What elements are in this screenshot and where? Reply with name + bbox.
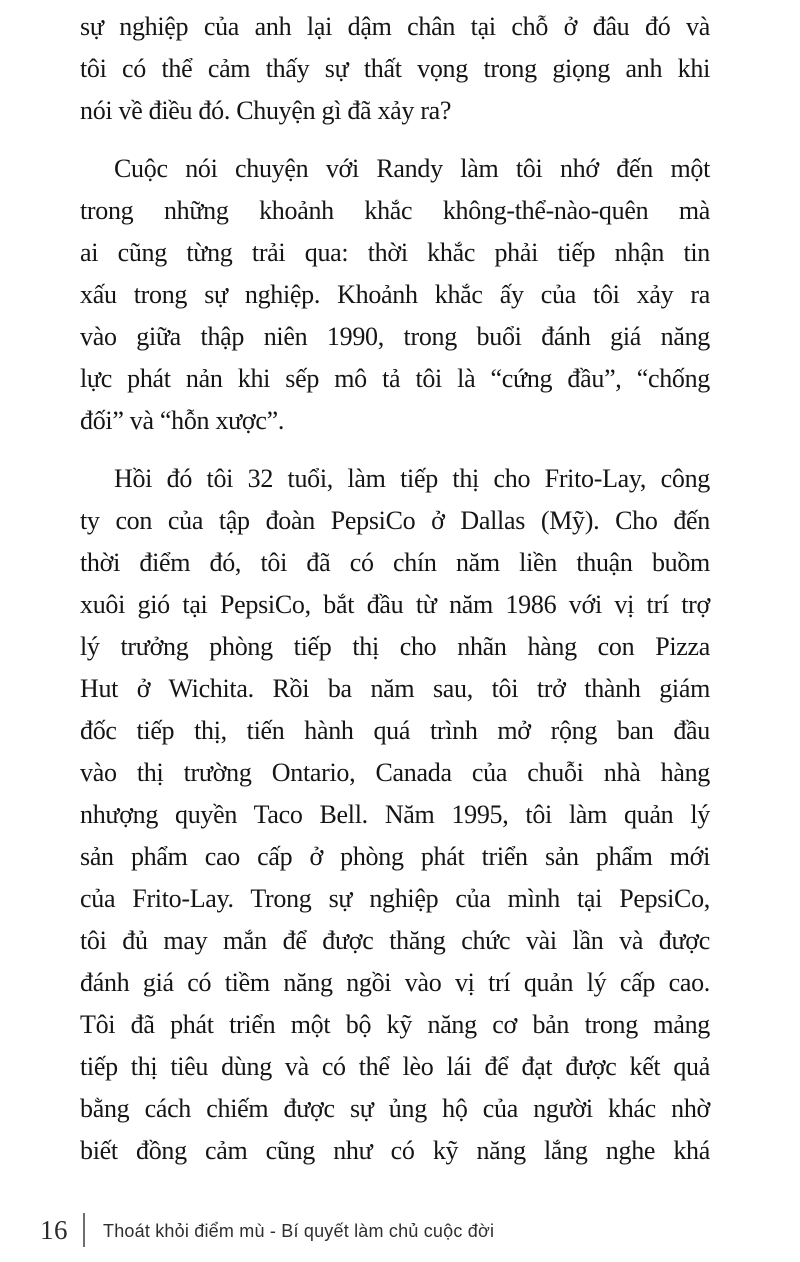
text-line: tôi đủ may mắn để được thăng chức vài lần và được	[80, 926, 710, 955]
footer	[40, 1208, 494, 1252]
text-line: sự nghiệp của anh lại dậm chân tại chỗ ở đâu đó và	[80, 12, 710, 41]
text-line: xấu trong sự nghiệp. Khoảnh khắc ấy của tôi xảy ra	[80, 280, 710, 309]
text-line: Tôi đã phát triển một bộ kỹ năng cơ bản trong mảng	[80, 1010, 710, 1039]
body-text	[80, 6, 710, 1172]
text-line: ai cũng từng trải qua: thời khắc phải tiếp nhận tin	[80, 238, 710, 267]
text-line: xuôi gió tại PepsiCo, bắt đầu từ năm 1986 với vị trí trợ	[80, 590, 710, 619]
text-line: sản phẩm cao cấp ở phòng phát triển sản phẩm mới	[80, 842, 710, 871]
book-title: Thoát khỏi điểm mù - Bí quyết làm chủ cuộc đời	[103, 1220, 495, 1241]
text-line: vào giữa thập niên 1990, trong buổi đánh giá năng	[80, 322, 710, 351]
text-line: vào thị trường Ontario, Canada của chuỗi nhà hàng	[80, 758, 710, 787]
text-line: lý trưởng phòng tiếp thị cho nhãn hàng con Pizza	[80, 632, 710, 661]
paragraph	[80, 6, 710, 132]
text-line: trong những khoảnh khắc không-thể-nào-quên mà	[80, 196, 710, 225]
text-line: của Frito-Lay. Trong sự nghiệp của mình tại PepsiCo,	[80, 884, 710, 913]
text-line: nhượng quyền Taco Bell. Năm 1995, tôi làm quản lý	[80, 800, 710, 829]
text-line: Hut ở Wichita. Rồi ba năm sau, tôi trở thành giám	[80, 674, 710, 703]
paragraph	[80, 458, 710, 1172]
text-line: tôi có thể cảm thấy sự thất vọng trong giọng anh khi	[80, 54, 710, 83]
text-line: đánh giá có tiềm năng ngồi vào vị trí quản lý cấp cao.	[80, 968, 710, 997]
text-line: Hồi đó tôi 32 tuổi, làm tiếp thị cho Frito-Lay, công	[114, 464, 710, 493]
text-line: nói về điều đó. Chuyện gì đã xảy ra?	[80, 96, 452, 125]
paragraph	[80, 148, 710, 442]
text-line: bằng cách chiếm được sự ủng hộ của người khác nhờ	[80, 1094, 710, 1123]
text-line: lực phát nản khi sếp mô tả tôi là “cứng đầu”, “chống	[80, 364, 710, 393]
text-line: Cuộc nói chuyện với Randy làm tôi nhớ đến một	[114, 154, 710, 183]
footer-divider	[83, 1213, 85, 1247]
text-line: đối” và “hỗn xược”.	[80, 406, 285, 435]
text-line: biết đồng cảm cũng như có kỹ năng lắng nghe khá	[80, 1136, 710, 1165]
text-line: đốc tiếp thị, tiến hành quá trình mở rộng ban đầu	[80, 716, 710, 745]
text-line: tiếp thị tiêu dùng và có thể lèo lái để đạt được kết quả	[80, 1052, 710, 1081]
text-line: thời điểm đó, tôi đã có chín năm liền thuận buồm	[80, 548, 710, 577]
page-number: 16	[40, 1214, 68, 1245]
text-line: ty con của tập đoàn PepsiCo ở Dallas (Mỹ). Cho đến	[80, 506, 710, 535]
